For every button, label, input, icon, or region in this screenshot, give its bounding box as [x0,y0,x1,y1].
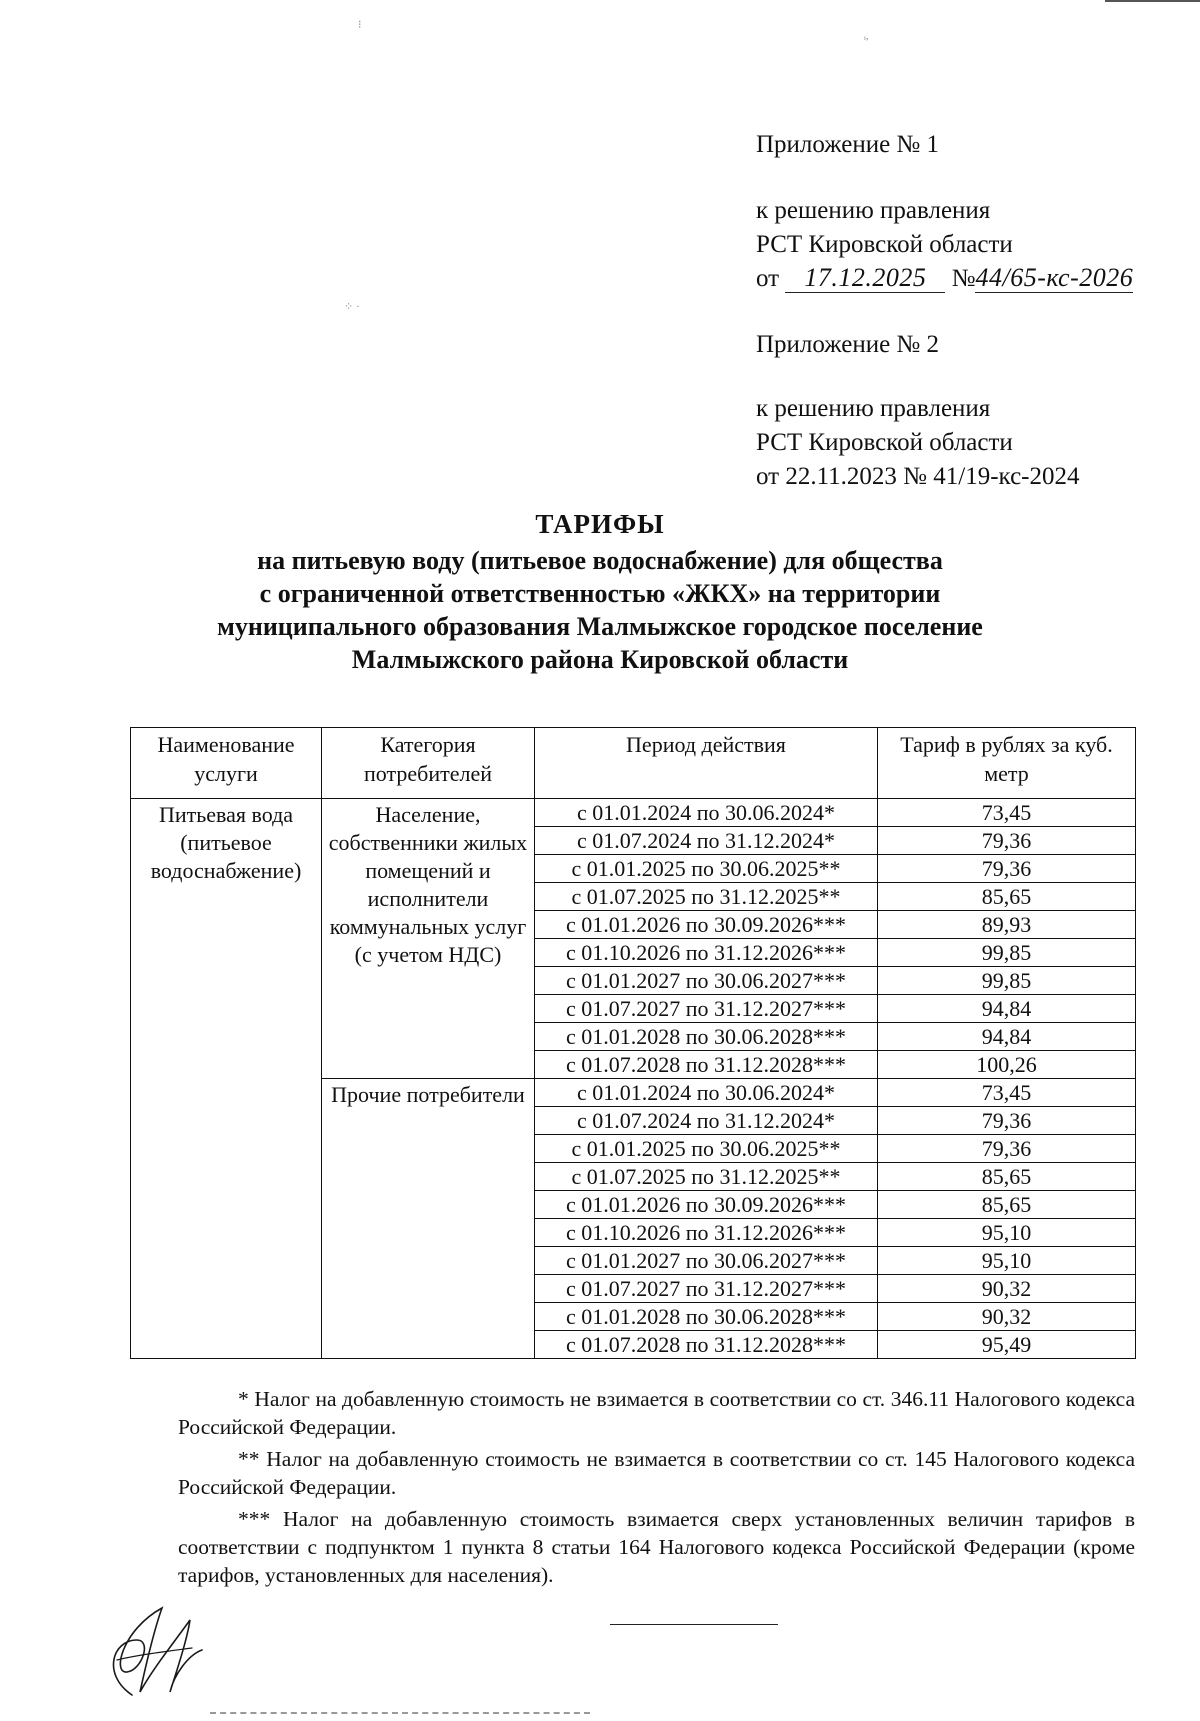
appendix-1-date-line [756,262,1133,296]
footnote: * Налог на добавленную стоимость не взимается в соответствии со ст. 346.11 Налогового кодекса Российской Федерации. [178,1387,1135,1439]
scan-speck: ⁝ [358,19,362,31]
tariff-cell: 95,10 [878,1247,1136,1275]
period-cell: с 01.07.2027 по 31.12.2027*** [535,995,878,1023]
tariff-cell: 73,45 [878,799,1136,827]
document-title [120,508,1080,676]
tariff-cell: 94,84 [878,1023,1136,1051]
scan-speck: ᵢ, [864,30,869,42]
appendix-1-title: Приложение № 1 [756,131,940,158]
period-cell: с 01.07.2027 по 31.12.2027*** [535,1275,878,1303]
period-cell: с 01.07.2025 по 31.12.2025** [535,1163,878,1191]
tariff-cell: 99,85 [878,939,1136,967]
number-sign: № [951,265,976,292]
table-header-row [131,728,1136,799]
tariff-cell: 95,49 [878,1331,1136,1359]
header-service: Наименование услуги [131,728,322,799]
service-name-cell: Питьевая вода (питьевое водоснабжение) [131,799,322,1359]
scan-speck: ⁘ · [344,301,360,313]
appendix-1-line2: РСТ Кировской области [756,231,1013,258]
category-cell: Прочие потребители [322,1079,535,1359]
tariff-cell: 79,36 [878,855,1136,883]
handwritten-date: 17.12.2025 [785,264,945,293]
period-cell: с 01.10.2026 по 31.12.2026*** [535,939,878,967]
title-main: ТАРИФЫ [535,509,665,539]
tariff-cell: 79,36 [878,1135,1136,1163]
header-period: Период действия [535,728,878,799]
title-line: с ограниченной ответственностью «ЖКХ» на территории [259,579,941,608]
footnote: *** Налог на добавленную стоимость взимается сверх установленных величин тарифов в соответствии с подпунктом 1 пункта 8 статьи 164 Налогового кодекса Российской Федерации (кроме тарифов, установленных для населения). [178,1507,1135,1587]
title-line: на питьевую воду (питьевое водоснабжение) для общества [257,546,943,575]
footnote: ** Налог на добавленную стоимость не взимается в соответствии со ст. 145 Налогового кодекса Российской Федерации. [178,1447,1135,1499]
header-tariff: Тариф в рублях за куб. метр [878,728,1136,799]
period-cell: с 01.07.2024 по 31.12.2024* [535,827,878,855]
period-cell: с 01.01.2025 по 30.06.2025** [535,855,878,883]
tariff-cell: 73,45 [878,1079,1136,1107]
period-cell: с 01.01.2025 по 30.06.2025** [535,1135,878,1163]
appendix-2-line3: от 22.11.2023 № 41/19-кс-2024 [756,463,1080,490]
period-cell: с 01.07.2025 по 31.12.2025** [535,883,878,911]
tariff-cell: 85,65 [878,1163,1136,1191]
title-line: Малмыжского района Кировской области [351,645,849,674]
period-cell: с 01.01.2028 по 30.06.2028*** [535,1023,878,1051]
period-cell: с 01.01.2024 по 30.06.2024* [535,1079,878,1107]
signature-line [610,1624,778,1625]
appendix-1-prefix: от [756,265,780,292]
tariff-cell: 90,32 [878,1303,1136,1331]
period-cell: с 01.07.2028 по 31.12.2028*** [535,1331,878,1359]
tariff-cell: 85,65 [878,883,1136,911]
tariff-cell: 95,10 [878,1219,1136,1247]
tariff-cell: 79,36 [878,827,1136,855]
header-category: Категория потребителей [322,728,535,799]
period-cell: с 01.10.2026 по 31.12.2026*** [535,1219,878,1247]
appendix-2-line1: к решению правления [756,395,991,422]
scan-bottom-marks [210,1712,590,1718]
tariff-cell: 89,93 [878,911,1136,939]
footnotes [178,1385,1135,1593]
handwritten-number: 44/65-кс-2026 [975,263,1134,292]
category-cell: Население, собственники жилых помещений и исполнители коммунальных услуг (с учетом НДС) [322,799,535,1079]
tariff-cell: 99,85 [878,967,1136,995]
tariff-cell: 94,84 [878,995,1136,1023]
period-cell: с 01.01.2028 по 30.06.2028*** [535,1303,878,1331]
period-cell: с 01.01.2027 по 30.06.2027*** [535,1247,878,1275]
tariff-cell: 100,26 [878,1051,1136,1079]
period-cell: с 01.07.2024 по 31.12.2024* [535,1107,878,1135]
tariff-cell: 90,32 [878,1275,1136,1303]
appendix-2-title: Приложение № 2 [756,331,940,358]
table-row [131,799,1136,827]
tariff-cell: 79,36 [878,1107,1136,1135]
appendix-2-line2: РСТ Кировской области [756,429,1013,456]
title-line: муниципального образования Малмыжское городское поселение [217,612,983,641]
period-cell: с 01.01.2024 по 30.06.2024* [535,799,878,827]
signature-icon [92,1600,222,1700]
appendix-1-line1: к решению правления [756,197,991,224]
scan-edge-line [1105,0,1200,2]
period-cell: с 01.01.2027 по 30.06.2027*** [535,967,878,995]
tariff-table [130,727,1136,1359]
period-cell: с 01.07.2028 по 31.12.2028*** [535,1051,878,1079]
period-cell: с 01.01.2026 по 30.09.2026*** [535,911,878,939]
tariff-cell: 85,65 [878,1191,1136,1219]
period-cell: с 01.01.2026 по 30.09.2026*** [535,1191,878,1219]
